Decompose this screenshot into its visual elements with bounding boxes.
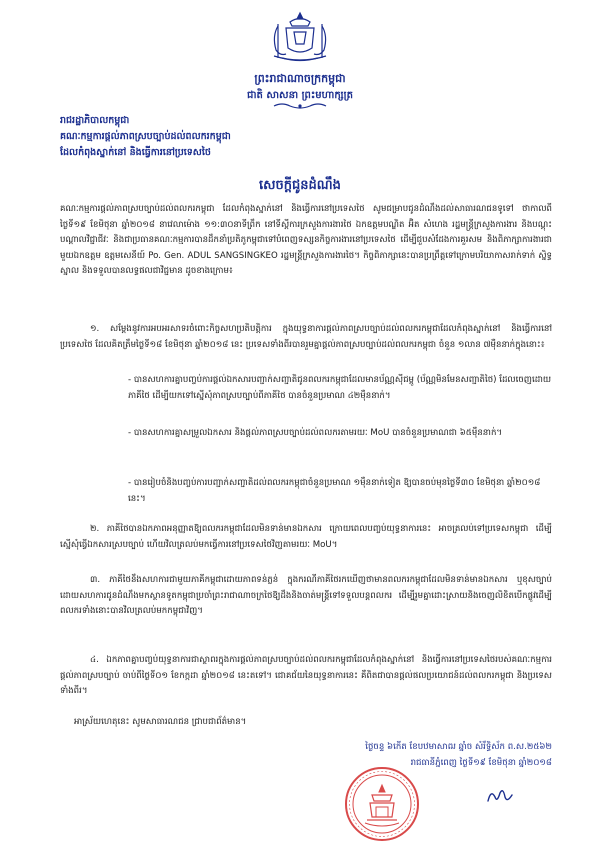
item-4-paragraph [60,653,552,700]
kingdom-name: ព្រះរាជាណាចក្រកម្ពុជា [254,72,346,85]
issuer-commission: គណៈកម្មការផ្តល់ភាពស្របច្បាប់ដល់ពលករកម្ពុជា [60,131,231,142]
item-2-text: ភាគីថៃបានឯកភាពអនុញ្ញាតឱ្យពលករកម្ពុជាដែលមិនទាន់មានឯកសារ ក្រោយពេលបញ្ចប់យុទ្ធនាការនេះ អាចត្រលប់ទៅប្រទេសកម្ពុជា ដើម្បីស្នើសុំធ្វើឯកសារស្របច្បាប់ ហើយវិលត្រលប់មកធ្វើការនៅប្រទេសថៃវិញតាមរយៈ MoU។ [60,524,552,550]
item-1-bullet-2: - បានសហការគ្នាសម្រួលឯកសារ និងផ្តល់ភាពស្របច្បាប់ដល់ពលករតាមរយៈ MoU បានចំនួនប្រមាណជា ៦៥ម៉ឺននាក់។ [128,428,503,438]
issuer-government: រាជរដ្ឋាភិបាលកម្ពុជា [60,115,130,126]
item-3-paragraph [60,573,552,620]
lunar-date: ថ្ងៃចន្ទ ៦កើត ខែបឋមាសាឍ ឆ្នាំច សំរឹទ្ធិស័ក ព.ស.២៥៦២ [365,742,552,752]
item-4-number: ៤. [90,655,99,665]
issue-date: រាជធានីភ្នំពេញ ថ្ងៃទី១៩ ខែមិថុនា ឆ្នាំ២០១៨ [410,758,552,768]
tacteing-ornament-icon [272,102,328,110]
closing-sentence: អាស្រ័យហេតុនេះ សូមសាធារណជន ជ្រាបជាព័ត៌មាន។ [74,717,247,727]
item-2-number: ២. [90,524,100,534]
item-1-text: សម្តែងនូវការអបអរសាទរចំពោះកិច្ចសហប្រតិបត្តិការ ក្នុងយុទ្ធនាការផ្តល់ភាពស្របច្បាប់ដល់ពលករកម្ពុជាដែលកំពុងស្នាក់នៅ និងធ្វើការនៅប្រទេសថៃ ដែលគិតត្រឹមថ្ងៃទី១៨ ខែមិថុនា ឆ្នាំ២០១៨ នេះ ប្រទេសទាំងពីរបានរួមគ្នាផ្តល់ភាពស្របច្បាប់ដល់ពលករកម្ពុជា ចំនួន ១លាន ៧ម៉ឺននាក់ក្នុងនោះ៖ [60,324,552,350]
item-1-bullet-3: - បានរៀបចំនិងបញ្ចប់ការបញ្ជាក់សញ្ជាតិដល់ពលករកម្ពុជាចំនួនប្រមាណ ១ម៉ឺននាក់ទៀត ឱ្យបានចប់មុនថ្ងៃទី៣០ ខែមិថុនា ឆ្នាំ២០១៨ នេះ។ [128,478,541,504]
page-title: សេចក្តីជូនដំណឹង [259,178,341,193]
item-3-number: ៣. [90,575,101,585]
issuer-commission-scope: ដែលកំពុងស្នាក់នៅ និងធ្វើការនៅប្រទេសថៃ [60,147,211,158]
item-3-text: ភាគីថៃនឹងសហការជាមួយភាគីកម្ពុជាដោយភាពទន់ភ្លន់ ក្នុងករណីភាគីថៃរកឃើញថាមានពលករកម្ពុជាដែលមិនទាន់មានឯកសារ ឬខុសច្បាប់ ដោយសហការជូនដំណឹងមកស្ថានទូតកម្ពុជាប្រចាំព្រះរាជាណាចក្រថៃឱ្យដឹងនិងចាត់មន្ត្រីទៅទទួលបន្តពលករ ដើម្បីរួមគ្នាដោះស្រាយនិងចេញលិខិតបើកផ្លូវដើម្បីពលករទាំងនោះបានវិលត្រលប់មកកម្ពុជាវិញ។ [60,575,552,617]
item-1-bullet-1: - បានសហការគ្នាបញ្ចប់ការផ្តល់ឯកសារបញ្ជាក់សញ្ជាតិជូនពលករកម្ពុជាដែលមានប័ណ្ណស៊ីជម្ពូ (ប័ណ្ណមិនមែនសញ្ជាតិថៃ) ដែលចេញដោយភាគីថៃ ដើម្បីយកទៅស្នើសុំភាពស្របច្បាប់ពីភាគីថៃ បានចំនួនប្រមាណ ៤២ម៉ឺននាក់។ [128,375,552,401]
item-1-number: ១. [90,324,100,334]
official-seal-icon [343,765,421,843]
national-motto: ជាតិ សាសនា ព្រះមហាក្សត្រ [247,90,353,101]
intro-paragraph: គណៈកម្មការផ្តល់ភាពស្របច្បាប់ដល់ពលករកម្ពុជា ដែលកំពុងស្នាក់នៅ និងធ្វើការនៅប្រទេសថៃ សូមជម្រាបជូនដំណឹងដល់សាធារណជនទូទៅ ថាកាលពីថ្ងៃទី១៩ ខែមិថុនា ឆ្នាំ២០១៨ នាវេលាម៉ោង ១១:៣០នាទីព្រឹក នៅទីស្តីការក្រសួងការងារថៃ ឯកឧត្តមបណ្ឌិត អ៊ិត សំហេង រដ្ឋមន្ត្រីក្រសួងការងារ និងបណ្តុះបណ្តាលវិជ្ជាជីវៈ និងជាប្រធានគណៈកម្មការបានដឹកនាំប្រតិភូកម្ពុជាទៅបំពេញទស្សនកិច្ចការងារនៅប្រទេសថៃ ដើម្បីជួបសំដែងការគួរសម និងពិភាក្សាការងារជាមួយឯកឧត្តម ឧត្តមសេនីយ៍ Po. Gen. ADUL SANGSINGKEO រដ្ឋមន្ត្រីក្រសួងការងារថៃ។ កិច្ចពិភាក្សានេះបានប្រព្រឹត្តទៅក្រោមបរិយាកាសរាក់ទាក់ ស្និទ្ធស្នាល និងទទួលបានលទ្ធផលជាវិជ្ជមាន ដូចខាងក្រោម៖ [60,204,552,277]
item-1-paragraph [60,322,552,353]
item-4-text: ឯកភាពគ្នាបញ្ចប់យុទ្ធនាការជាស្ថាពរក្នុងការផ្តល់ភាពស្របច្បាប់ដល់ពលករកម្ពុជាដែលកំពុងស្នាក់នៅ និងធ្វើការនៅប្រទេសថៃរបស់គណៈកម្មការផ្តល់ភាពស្របច្បាប់ ចាប់ពីថ្ងៃទី០១ ខែកក្កដា ឆ្នាំ២០១៨ នេះតទៅ។ ជោគជ័យនៃយុទ្ធនាការនេះ គឺពិតជាបានផ្តល់ផលប្រយោជន៍ដល់ពលករកម្ពុជា និងប្រទេសទាំងពីរ។ [60,655,552,697]
royal-coat-of-arms-icon [264,10,336,64]
item-2-paragraph [60,522,552,553]
handwritten-signature-icon [485,785,515,807]
